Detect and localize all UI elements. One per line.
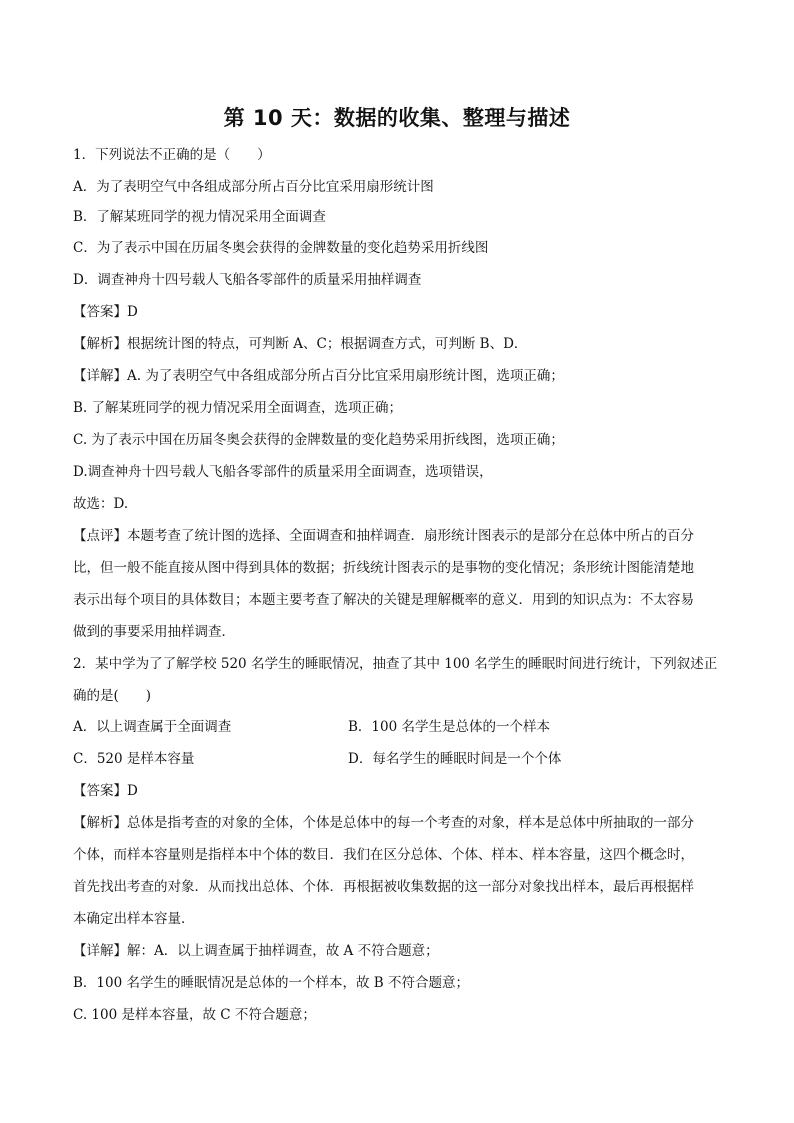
q1-stem: 1．下列说法不正确的是（ ）: [73, 147, 271, 163]
q2-option-c: C．520 是样本容量: [73, 751, 195, 767]
q1-comment-line: 【点评】本题考查了统计图的选择、全面调查和抽样调查．扇形统计图表示的是部分在总体中所占的百分: [73, 528, 694, 544]
q1-detail-line: 【详解】A. 为了表明空气中各组成部分所占百分比宜采用扇形统计图，选项正确；: [73, 368, 564, 384]
q2-detail-line: 【详解】解：A．以上调查属于抽样调查，故 A 不符合题意；: [73, 943, 439, 959]
q1-option-c: C．为了表示中国在历届冬奥会获得的金牌数量的变化趋势采用折线图: [73, 240, 489, 256]
q1-option-b: B．了解某班同学的视力情况采用全面调查: [73, 209, 326, 225]
q1-comment-line: 比，但一般不能直接从图中得到具体的数据；折线统计图表示的是事物的变化情况；条形统计图能清楚地: [73, 560, 694, 576]
q2-stem-line: 确的是( ): [73, 688, 152, 704]
q2-option-a: A．以上调查属于全面调查: [73, 719, 232, 735]
q2-detail-line: B．100 名学生的睡眠情况是总体的一个样本，故 B 不符合题意；: [73, 975, 469, 991]
q1-answer: 【答案】D: [73, 304, 138, 320]
q1-option-d: D．调查神舟十四号载人飞船各零部件的质量采用抽样调查: [73, 272, 422, 288]
q1-detail-line: 故选：D.: [73, 496, 129, 512]
q2-detail-line: C. 100 是样本容量，故 C 不符合题意；: [73, 1007, 316, 1023]
q2-analysis-line: 个体，而样本容量则是指样本中个体的数目．我们在区分总体、个体、样本、样本容量，这四个概念时，: [73, 847, 694, 863]
q2-analysis-line: 本确定出样本容量．: [73, 911, 195, 927]
q2-option-b: B．100 名学生是总体的一个样本: [348, 719, 550, 735]
q1-comment-line: 做到的事要采用抽样调查．: [73, 624, 235, 640]
q2-answer: 【答案】D: [73, 783, 138, 799]
q2-option-d: D．每名学生的睡眠时间是一个个体: [348, 751, 562, 767]
page-title: 第 10 天：数据的收集、整理与描述: [223, 106, 571, 130]
q1-comment-line: 表示出每个项目的具体数目；本题主要考查了解决的关键是理解概率的意义．用到的知识点为：不太容易: [73, 592, 694, 608]
q1-option-a: A．为了表明空气中各组成部分所占百分比宜采用扇形统计图: [73, 179, 434, 195]
q2-analysis-line: 首先找出考查的对象．从而找出总体、个体．再根据被收集数据的这一部分对象找出样本，最后再根据样: [73, 879, 694, 895]
q2-analysis-line: 【解析】总体是指考查的对象的全体，个体是总体中的每一个考查的对象，样本是总体中所抽取的一部分: [73, 815, 694, 831]
q1-detail-line: D.调查神舟十四号载人飞船各零部件的质量采用全面调查，选项错误，: [73, 464, 493, 480]
q1-detail-line: B. 了解某班同学的视力情况采用全面调查，选项正确；: [73, 400, 403, 416]
q1-analysis: 【解析】根据统计图的特点，可判断 A、C；根据调查方式，可判断 B、D．: [73, 336, 528, 352]
q1-detail-line: C. 为了表示中国在历届冬奥会获得的金牌数量的变化趋势采用折线图，选项正确；: [73, 432, 564, 448]
q2-stem-line: 2．某中学为了了解学校 520 名学生的睡眠情况，抽查了其中 100 名学生的睡眠时间进行统计，下列叙述正: [73, 656, 718, 672]
